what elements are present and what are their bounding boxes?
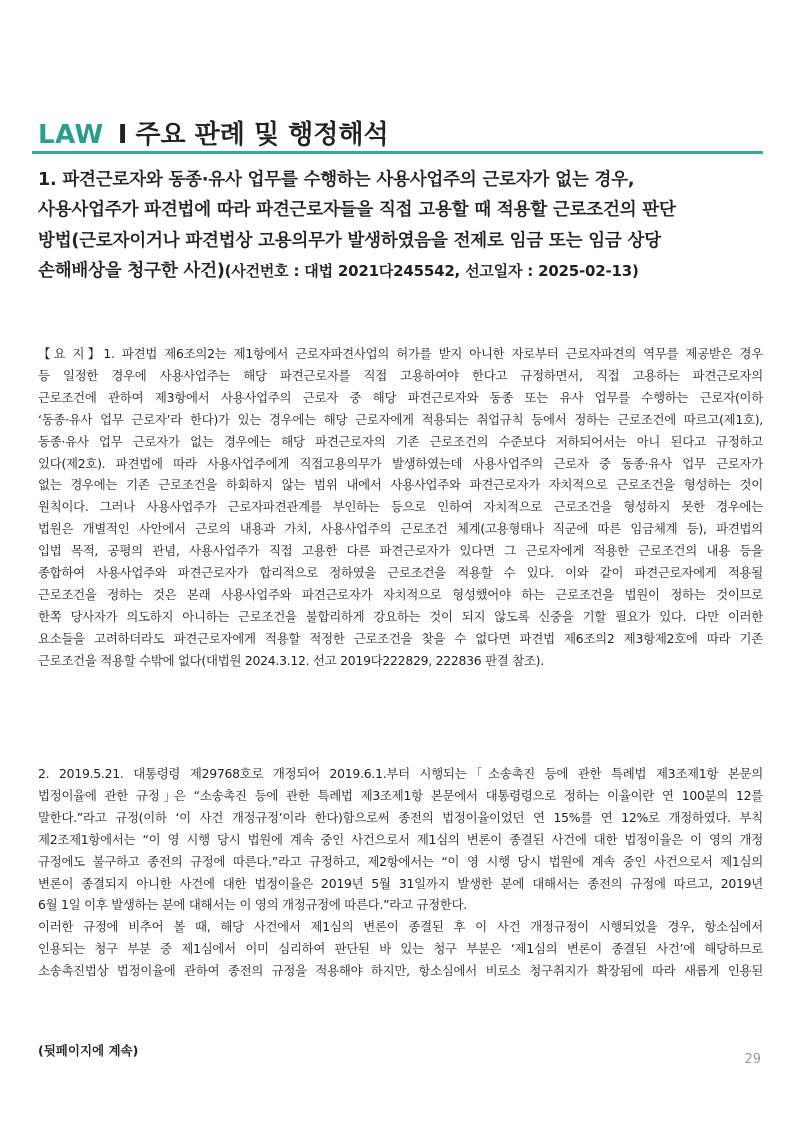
- text-line: 규정에도 불구하고 종전의 규정에 따른다.”라고 규정하고, 제2항에서는 “이 영 시행 당시 법원에 계속 중인 사건으로서 제1심의: [38, 853, 763, 869]
- summary-paragraph-1: [38, 343, 763, 672]
- page-number: 29: [744, 1052, 761, 1067]
- law-label: LAW: [38, 120, 104, 150]
- text-line: 없는 경우에는 기존 근로조건을 하회하지 않는 범위 내에서 사용사업주와 파견근로자가 자치적으로 근로조건을 형성하는 것이: [38, 477, 763, 493]
- case-meta: (사건번호 : 대법 2021다245542, 선고일자 : 2025-02-13): [224, 261, 639, 280]
- text-line: 말한다.”라고 규정(이하 ‘이 사건 개정규정’이라 한다)함으로써 종전의 법정이율이었던 연 15%를 연 12%로 개정하였다. 부칙: [38, 809, 763, 825]
- text-line: 제2조제1항에서는 “이 영 시행 당시 법원에 계속 중인 사건으로서 제1심의 변론이 종결된 사건에 대한 법정이율은 이 영의 개정: [38, 831, 763, 847]
- case-title-line: 방법(근로자이거나 파견법상 고용의무가 발생하였음을 전제로 임금 또는 임금 상당: [38, 230, 661, 251]
- text-line: 인용되는 청구 부분 중 제1심에서 이미 심리하여 판단된 바 있는 청구 부분은 ‘제1심의 변론이 종결된 사건’에 해당하므로: [38, 941, 763, 957]
- summary-paragraph-2: [38, 763, 763, 982]
- case-title-line: 손해배상을 청구한 사건): [38, 260, 225, 281]
- text-line: 법정이율에 관한 규정｣은 “소송촉진 등에 관한 특례법 제3조제1항 본문에서 대통령령으로 정하는 이율이란 연 100분의 12를: [38, 787, 763, 803]
- header-divider: [32, 151, 763, 154]
- header-separator: I: [117, 120, 128, 150]
- text-line: 종합하여 사용사업주와 파견근로자가 합리적으로 정하였을 근로조건을 적용할 수 있다. 이와 같이 파견근로자에게 적용될: [38, 565, 763, 581]
- section-header: [38, 114, 763, 151]
- case-title-line: 1. 파견근로자와 동종·유사 업무를 수행하는 사용사업주의 근로자가 없는 경우,: [38, 170, 635, 190]
- text-line: 근로조건에 관하여 제3항에서 사용사업주의 근로자 중 해당 파견근로자와 동종 또는 유사 업무를 수행하는 근로자(이하: [38, 389, 763, 405]
- case-title: [38, 165, 763, 286]
- text-line: 근로조건을 정하는 것은 본래 사용사업주와 파견근로자가 자치적으로 형성했어야 하는 근로조건을 법원이 정하는 것이므로: [38, 586, 763, 602]
- text-line: 원칙이다. 그러나 사용사업주가 근로자파견관계를 부인하는 등으로 인하여 자치적으로 근로조건을 형성하지 못한 경우에는: [38, 499, 763, 515]
- text-line: 이러한 규정에 비추어 볼 때, 해당 사건에서 제1심의 변론이 종결된 후 이 사건 개정규정이 시행되었을 경우, 항소심에서: [38, 919, 763, 935]
- text-line: 법원은 개별적인 사안에서 근로의 내용과 가치, 사용사업주의 근로조건 체계(고용형태나 직군에 따른 임금체계 등), 파견법의: [38, 521, 763, 537]
- text-line: 근로조건을 적용할 수밖에 없다(대법원 2024.3.12. 선고 2019다222829, 222836 판결 참조).: [38, 652, 544, 668]
- text-line: 【요 지】1. 파견법 제6조의2는 제1항에서 근로자파견사업의 허가를 받지 아니한 자로부터 근로자파견의 역무를 제공받은 경우: [38, 346, 763, 361]
- text-line: 요소들을 고려하더라도 파견근로자에게 적용할 적정한 근로조건을 찾을 수 없다면 파견법 제6조의2 제3항제2호에 따라 기존: [38, 630, 763, 646]
- text-line: 2. 2019.5.21. 대통령령 제29768호로 개정되어 2019.6.1.부터 시행되는 ｢소송촉진 등에 관한 특례법 제3조제1항 본문의: [38, 766, 763, 781]
- case-title-line-last: [38, 256, 763, 286]
- text-line: 입법 목적, 공평의 관념, 사용사업주가 직접 고용한 다른 파견근로자가 있다면 그 근로자에게 적용한 근로조건의 내용 등을: [38, 543, 763, 559]
- text-line: 6월 1일 이후 발생하는 분에 대해서는 이 영의 개정규정에 따른다.”라고 규정한다.: [38, 897, 467, 913]
- text-line: ‘동종·유사 업무 근로자’라 한다)가 있는 경우에는 해당 근로자에게 적용되는 취업규칙 등에서 정하는 근로조건에 따르고(제1호),: [38, 411, 763, 427]
- section-title: 주요 판례 및 행정해석: [135, 120, 389, 150]
- text-line: 동종·유사 업무 근로자가 없는 경우에는 해당 파견근로자의 기존 근로조건의 수준보다 저하되어서는 아니 된다고 규정하고: [38, 433, 763, 449]
- text-line: 한쪽 당사자가 의도하지 아니하는 근로조건을 불합리하게 강요하는 것이 되지 않도록 신중을 기할 필요가 있다. 다만 이러한: [38, 608, 763, 624]
- text-line: 있다(제2호). 파견법에 따라 사용사업주에게 직접고용의무가 발생하였는데 사용사업주의 근로자 중 동종·유사 업무 근로자가: [38, 455, 763, 471]
- case-title-line: 사용사업주가 파견법에 따라 파견근로자들을 직접 고용할 때 적용할 근로조건의 판단: [38, 200, 676, 221]
- text-line: 등 일정한 경우에 사용사업주는 해당 파견근로자를 직접 고용하여야 한다고 규정하면서, 직접 고용하는 파견근로자의: [38, 367, 763, 383]
- text-line: 변론이 종결되지 아니한 사건에 대한 법정이율은 2019년 5월 31일까지 발생한 분에 대해서는 종전의 규정에 따르고, 2019년: [38, 875, 763, 891]
- continued-note: (뒷페이지에 계속): [38, 1043, 139, 1058]
- text-line: 소송촉진법상 법정이율에 관하여 종전의 규정을 적용해야 하지만, 항소심에서 비로소 청구취지가 확장됨에 따라 새롭게 인용된: [38, 963, 763, 979]
